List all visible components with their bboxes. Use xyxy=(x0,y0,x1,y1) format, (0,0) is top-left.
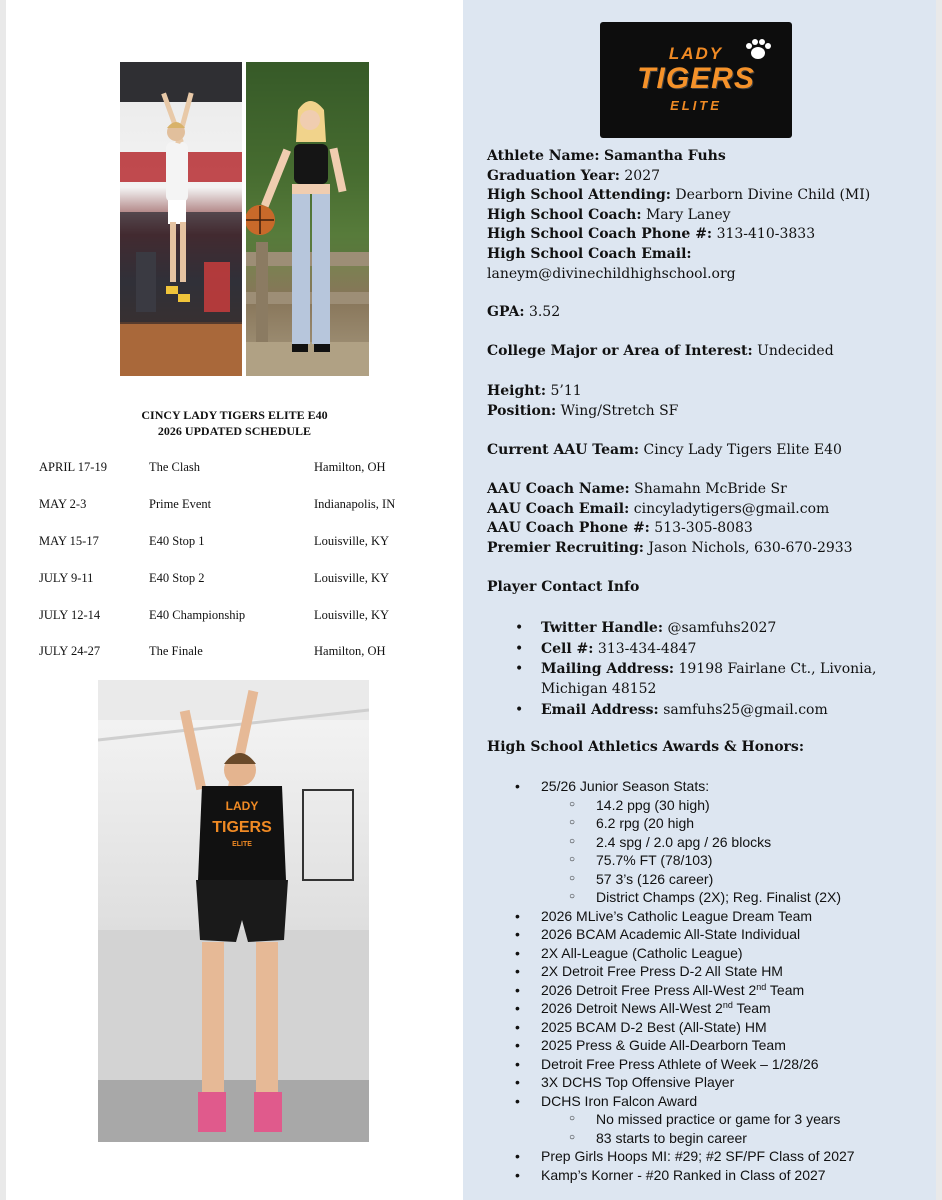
list-item xyxy=(487,907,855,926)
contact-heading-text: Player Contact Info xyxy=(487,579,640,595)
list-item xyxy=(487,1110,855,1129)
aau-team-line xyxy=(487,441,842,461)
award-text: 2X Detroit Free Press D-2 All State HM xyxy=(541,963,783,979)
outdoor-portrait-photo xyxy=(246,62,369,376)
height-label: Height: xyxy=(487,383,547,399)
schedule-row xyxy=(6,497,463,515)
gpa-line xyxy=(487,303,560,323)
aau-coach-block xyxy=(487,480,853,558)
aau-phone-line xyxy=(487,519,853,539)
bullet-icon: • xyxy=(515,620,524,636)
height-position-block xyxy=(487,382,678,421)
list-item xyxy=(487,1129,855,1148)
contact-list xyxy=(487,618,876,720)
schedule-date: MAY 2-3 xyxy=(39,497,87,511)
schedule-event: The Clash xyxy=(149,460,201,474)
major-value: Undecided xyxy=(757,343,834,359)
list-item xyxy=(487,925,855,944)
schedule-title-line2: 2026 UPDATED SCHEDULE xyxy=(157,424,312,438)
list-item xyxy=(487,814,855,833)
schedule-date: JULY 12-14 xyxy=(39,608,101,622)
season-stat: 6.2 rpg (20 high xyxy=(596,815,695,831)
awards-list xyxy=(487,777,855,1184)
schedule-date: JULY 9-11 xyxy=(39,571,94,585)
twitter-value: @samfuhs2027 xyxy=(667,620,777,636)
aau-coach-label: AAU Coach Name: xyxy=(487,481,630,497)
height-line xyxy=(487,382,678,402)
game-action-photo xyxy=(120,62,242,376)
schedule-row xyxy=(6,644,463,662)
hs-coach-phone-line xyxy=(487,225,870,245)
bullet-icon: • xyxy=(515,1092,520,1109)
schedule-location: Hamilton, OH xyxy=(314,644,386,658)
bullet-icon: • xyxy=(515,963,520,979)
circle-bullet-icon: ○ xyxy=(569,1113,576,1124)
list-item xyxy=(487,700,876,721)
list-item xyxy=(487,659,876,680)
schedule-event: E40 Stop 2 xyxy=(149,571,205,585)
graduation-year-value: 2027 xyxy=(624,167,661,184)
circle-bullet-icon: ○ xyxy=(569,835,576,847)
list-item xyxy=(487,981,855,1000)
hs-coach-email-label: High School Coach Email: xyxy=(487,245,692,262)
jump-shot-photo xyxy=(98,680,369,1142)
award-text: 2025 BCAM D-2 Best (All-State) HM xyxy=(541,1018,767,1035)
schedule-location: Hamilton, OH xyxy=(314,460,386,474)
schedule-row xyxy=(6,460,463,478)
schedule-event: E40 Championship xyxy=(149,608,246,622)
bullet-icon: • xyxy=(515,701,524,718)
aau-team-label: Current AAU Team: xyxy=(487,442,640,458)
list-item xyxy=(487,962,855,981)
hs-coach-label: High School Coach: xyxy=(487,206,642,223)
bullet-icon: • xyxy=(515,926,520,942)
bullet-icon: • xyxy=(515,1166,520,1183)
list-item xyxy=(487,679,876,700)
athlete-name-value: Samantha Fuhs xyxy=(603,148,726,164)
list-item xyxy=(487,944,855,963)
logo-text-elite: ELITE xyxy=(670,98,722,113)
awards-heading xyxy=(487,738,804,758)
schedule-date: MAY 15-17 xyxy=(39,534,99,548)
cell-value: 313-434-4847 xyxy=(597,640,697,657)
schedule-location: Indianapolis, IN xyxy=(314,497,396,511)
list-item xyxy=(487,1018,855,1037)
bullet-icon: • xyxy=(515,1000,520,1016)
bullet-icon: • xyxy=(515,1148,520,1164)
major-line xyxy=(487,342,834,362)
schedule-event: Prime Event xyxy=(149,497,212,511)
logo-text-tigers: TIGERS xyxy=(637,62,755,95)
award-text: Kamp’s Korner - #20 Ranked in Class of 2027 xyxy=(541,1166,826,1183)
athlete-info-block xyxy=(487,147,870,284)
award-text: Prep Girls Hoops MI: #29; #2 SF/PF Class of 2027 xyxy=(541,1148,855,1164)
season-stat: 57 3’s (126 career) xyxy=(596,870,714,887)
jersey-text-lady: LADY xyxy=(225,799,259,813)
schedule-title-line1: CINCY LADY TIGERS ELITE E40 xyxy=(141,408,328,422)
hs-coach-line xyxy=(487,206,870,226)
list-item xyxy=(487,1147,855,1166)
list-item xyxy=(487,1166,855,1185)
list-item xyxy=(487,999,855,1018)
award-text: Detroit Free Press Athlete of Week – 1/28/26 xyxy=(541,1055,819,1072)
schedule-location: Louisville, KY xyxy=(314,534,389,548)
list-item xyxy=(487,1092,855,1111)
logo-text-lady: LADY xyxy=(668,44,724,63)
bullet-icon: • xyxy=(515,661,524,677)
athlete-name-line xyxy=(487,147,870,167)
schedule-location: Louisville, KY xyxy=(314,608,389,622)
high-school-label: High School Attending: xyxy=(487,187,671,204)
gpa-value: 3.52 xyxy=(528,304,561,320)
schedule-date: APRIL 17-19 xyxy=(39,460,107,474)
schedule-row xyxy=(6,534,463,552)
gpa-label: GPA: xyxy=(487,304,525,320)
hs-coach-email-value: laneym@divinechildhighschool.org xyxy=(487,265,736,282)
premier-line xyxy=(487,539,853,559)
award-text: 2026 MLive’s Catholic League Dream Team xyxy=(541,907,813,924)
schedule-date: JULY 24-27 xyxy=(39,644,101,658)
bullet-icon: • xyxy=(515,778,520,794)
list-item xyxy=(487,618,876,639)
lady-tigers-elite-logo xyxy=(600,22,792,138)
circle-bullet-icon: ○ xyxy=(569,798,576,810)
list-item xyxy=(487,870,855,889)
schedule-event: The Finale xyxy=(149,644,203,658)
height-value: 5’11 xyxy=(550,383,582,399)
cell-label: Cell #: xyxy=(541,640,594,657)
award-subtext: No missed practice or game for 3 years xyxy=(596,1111,841,1127)
season-stats-title: 25/26 Junior Season Stats: xyxy=(541,778,710,794)
mailing-value-line2: Michigan 48152 xyxy=(541,681,657,697)
premier-label: Premier Recruiting: xyxy=(487,539,644,556)
ordinal-suffix: nd xyxy=(756,981,767,992)
circle-bullet-icon: ○ xyxy=(569,891,576,902)
awards-heading-text: High School Athletics Awards & Honors: xyxy=(487,739,804,755)
season-stat: District Champs (2X); Reg. Finalist (2X) xyxy=(596,889,842,905)
twitter-label: Twitter Handle: xyxy=(541,620,664,636)
left-column xyxy=(6,0,463,1200)
aau-coach-line xyxy=(487,480,853,500)
schedule-row xyxy=(6,571,463,589)
award-text: Team xyxy=(732,1000,771,1016)
major-label: College Major or Area of Interest: xyxy=(487,343,753,359)
schedule-event: E40 Stop 1 xyxy=(149,534,205,548)
circle-bullet-icon: ○ xyxy=(569,872,576,884)
position-label: Position: xyxy=(487,402,557,419)
list-item xyxy=(487,1036,855,1055)
schedule-location: Louisville, KY xyxy=(314,571,389,585)
right-column xyxy=(463,0,936,1200)
list-item xyxy=(487,639,876,660)
position-value: Wing/Stretch SF xyxy=(560,402,679,419)
aau-email-label: AAU Coach Email: xyxy=(487,500,630,517)
jersey-text-tigers: TIGERS xyxy=(212,819,272,836)
graduation-year-line xyxy=(487,167,870,187)
contact-heading xyxy=(487,578,639,598)
aau-email-value: cincyladytigers@gmail.com xyxy=(633,500,830,517)
award-text: 2X All-League (Catholic League) xyxy=(541,944,743,961)
position-line xyxy=(487,402,678,422)
bullet-icon: • xyxy=(515,1018,520,1035)
list-item xyxy=(487,1055,855,1074)
list-item xyxy=(487,777,855,796)
mailing-value-line1: 19198 Fairlane Ct., Livonia, xyxy=(678,661,877,677)
award-text: DCHS Iron Falcon Award xyxy=(541,1092,698,1109)
hs-coach-phone-label: High School Coach Phone #: xyxy=(487,226,713,243)
graduation-year-label: Graduation Year: xyxy=(487,167,620,184)
premier-value: Jason Nichols, 630-670-2933 xyxy=(648,539,853,556)
bullet-icon: • xyxy=(515,1055,520,1072)
list-item xyxy=(487,796,855,815)
bullet-icon: • xyxy=(515,1037,520,1053)
award-text: 2026 Detroit Free Press All-West 2 xyxy=(541,981,757,998)
schedule-row xyxy=(6,608,463,626)
mailing-label: Mailing Address: xyxy=(541,661,675,677)
season-stat: 14.2 ppg (30 high) xyxy=(596,796,710,813)
ordinal-suffix: nd xyxy=(722,1000,733,1010)
award-text: 2025 Press & Guide All-Dearborn Team xyxy=(541,1037,786,1053)
high-school-line xyxy=(487,186,870,206)
hs-coach-email-line xyxy=(487,245,870,265)
award-subtext: 83 starts to begin career xyxy=(596,1129,747,1146)
aau-phone-label: AAU Coach Phone #: xyxy=(487,520,650,537)
aau-team-value: Cincy Lady Tigers Elite E40 xyxy=(643,442,842,458)
award-text: 2026 BCAM Academic All-State Individual xyxy=(541,926,801,942)
bullet-icon: • xyxy=(515,981,520,998)
aau-email-line xyxy=(487,500,853,520)
aau-phone-value: 513-305-8083 xyxy=(654,520,753,537)
circle-bullet-icon: ○ xyxy=(569,1131,576,1143)
list-item xyxy=(487,833,855,852)
hs-coach-value: Mary Laney xyxy=(645,206,731,223)
list-item xyxy=(487,1073,855,1092)
list-item xyxy=(487,851,855,870)
hs-coach-phone-value: 313-410-3833 xyxy=(716,226,816,243)
award-text: 2026 Detroit News All-West 2 xyxy=(541,1000,723,1016)
high-school-value: Dearborn Divine Child (MI) xyxy=(675,187,871,204)
aau-coach-value: Shamahn McBride Sr xyxy=(634,481,787,497)
season-stat: 75.7% FT (78/103) xyxy=(596,852,713,868)
circle-bullet-icon: ○ xyxy=(569,817,576,828)
bullet-icon: • xyxy=(515,944,520,961)
season-stat: 2.4 spg / 2.0 apg / 26 blocks xyxy=(596,833,772,850)
bullet-icon: • xyxy=(515,907,520,924)
jersey-text-elite: ELITE xyxy=(232,841,252,848)
email-label: Email Address: xyxy=(541,701,659,718)
circle-bullet-icon: ○ xyxy=(569,854,576,865)
award-text: Team xyxy=(766,981,805,998)
email-value: samfuhs25@gmail.com xyxy=(663,701,828,718)
list-item xyxy=(487,888,855,907)
bullet-icon: • xyxy=(515,1074,520,1090)
athlete-name-label: Athlete Name: xyxy=(487,148,600,164)
award-text: 3X DCHS Top Offensive Player xyxy=(541,1074,735,1090)
bullet-icon: • xyxy=(515,640,524,657)
